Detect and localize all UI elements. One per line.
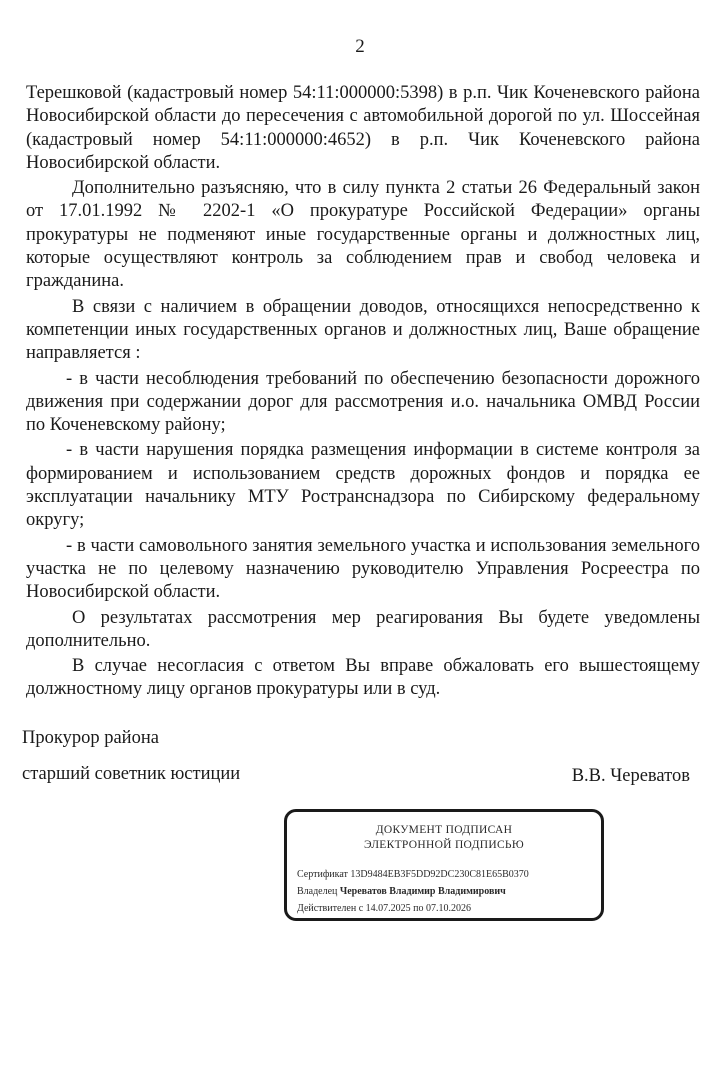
stamp-certificate-row: [297, 866, 529, 883]
paragraph-clarification: Дополнительно разъясняю, что в силу пункта 2 статьи 26 Федеральный закон от 17.01.1992 № 2202-1 «О прокуратуре Российской Федерации» органы прокуратуры не подменяют иные государственные органы и должностных лиц, которые осуществляют контроль за соблюдением прав и свобод человека и гражданина.: [26, 178, 700, 292]
paragraph-appeal: В случае несогласия с ответом Вы вправе обжаловать его вышестоящему должностному лицу органов прокуратуры или в суд.: [26, 656, 700, 700]
stamp-details: [297, 866, 529, 917]
stamp-owner-value: Череватов Владимир Владимирович: [339, 886, 506, 897]
stamp-validity-row: [297, 900, 529, 917]
stamp-certificate-label: Сертификат: [297, 869, 348, 880]
stamp-certificate-value: 13D9484EB3F5DD92DC230C81E65B0370: [350, 869, 529, 880]
stamp-title-line2: ЭЛЕКТРОННОЙ ПОДПИСЬЮ: [364, 839, 524, 851]
stamp-title: [287, 823, 601, 853]
electronic-signature-stamp: [284, 809, 604, 921]
stamp-valid-to: 07.10.2026: [426, 903, 472, 914]
referral-item-traffic-police: - в части несоблюдения требований по обеспечению безопасности дорожного движения при содержании дорог для рассмотрения и.о. начальника ОМВД России по Коченевскому району;: [26, 368, 700, 436]
page-number: 2: [355, 36, 365, 57]
letter-body: [26, 82, 700, 704]
referral-item-rosreestr: - в части самовольного занятия земельного участка и использования земельного участка не по целевому назначению руководителю Управления Росреестра по Новосибирской области.: [26, 535, 700, 603]
stamp-owner-row: [297, 883, 529, 900]
stamp-owner-label: Владелец: [297, 886, 338, 897]
paragraph-continuation: Терешковой (кадастровый номер 54:11:000000:5398) в р.п. Чик Коченевского района Новосибирской области до пересечения с автомобильной дорогой по ул. Шоссейная (кадастровый номер 54:11:000000:4652) в р.п. Чик Коченевского района Новосибирской области.: [26, 83, 700, 173]
stamp-valid-from: 14.07.2025: [365, 903, 411, 914]
paragraph-referral: В связи с наличием в обращении доводов, относящихся непосредственно к компетенции иных государственных органов и должностных лиц, Ваше обращение направляется :: [26, 296, 700, 364]
stamp-valid-to-label: по: [413, 903, 424, 914]
stamp-title-line1: ДОКУМЕНТ ПОДПИСАН: [375, 824, 513, 836]
signatory-position: Прокурор района: [22, 728, 159, 748]
signatory-rank: старший советник юстиции: [22, 764, 241, 784]
paragraph-notification: О результатах рассмотрения мер реагирования Вы будете уведомлены дополнительно.: [26, 607, 700, 651]
stamp-valid-from-label: с: [358, 903, 364, 914]
referral-item-transport-supervision: - в части нарушения порядка размещения информации в системе контроля за формированием и использованием средств дорожных фондов и порядка ее эксплуатации начальнику МТУ Ространснадзора по Сибирскому федеральному округу;: [26, 440, 700, 531]
signatory-name: В.В. Череватов: [571, 766, 690, 786]
stamp-valid-label: Действителен: [297, 903, 357, 914]
